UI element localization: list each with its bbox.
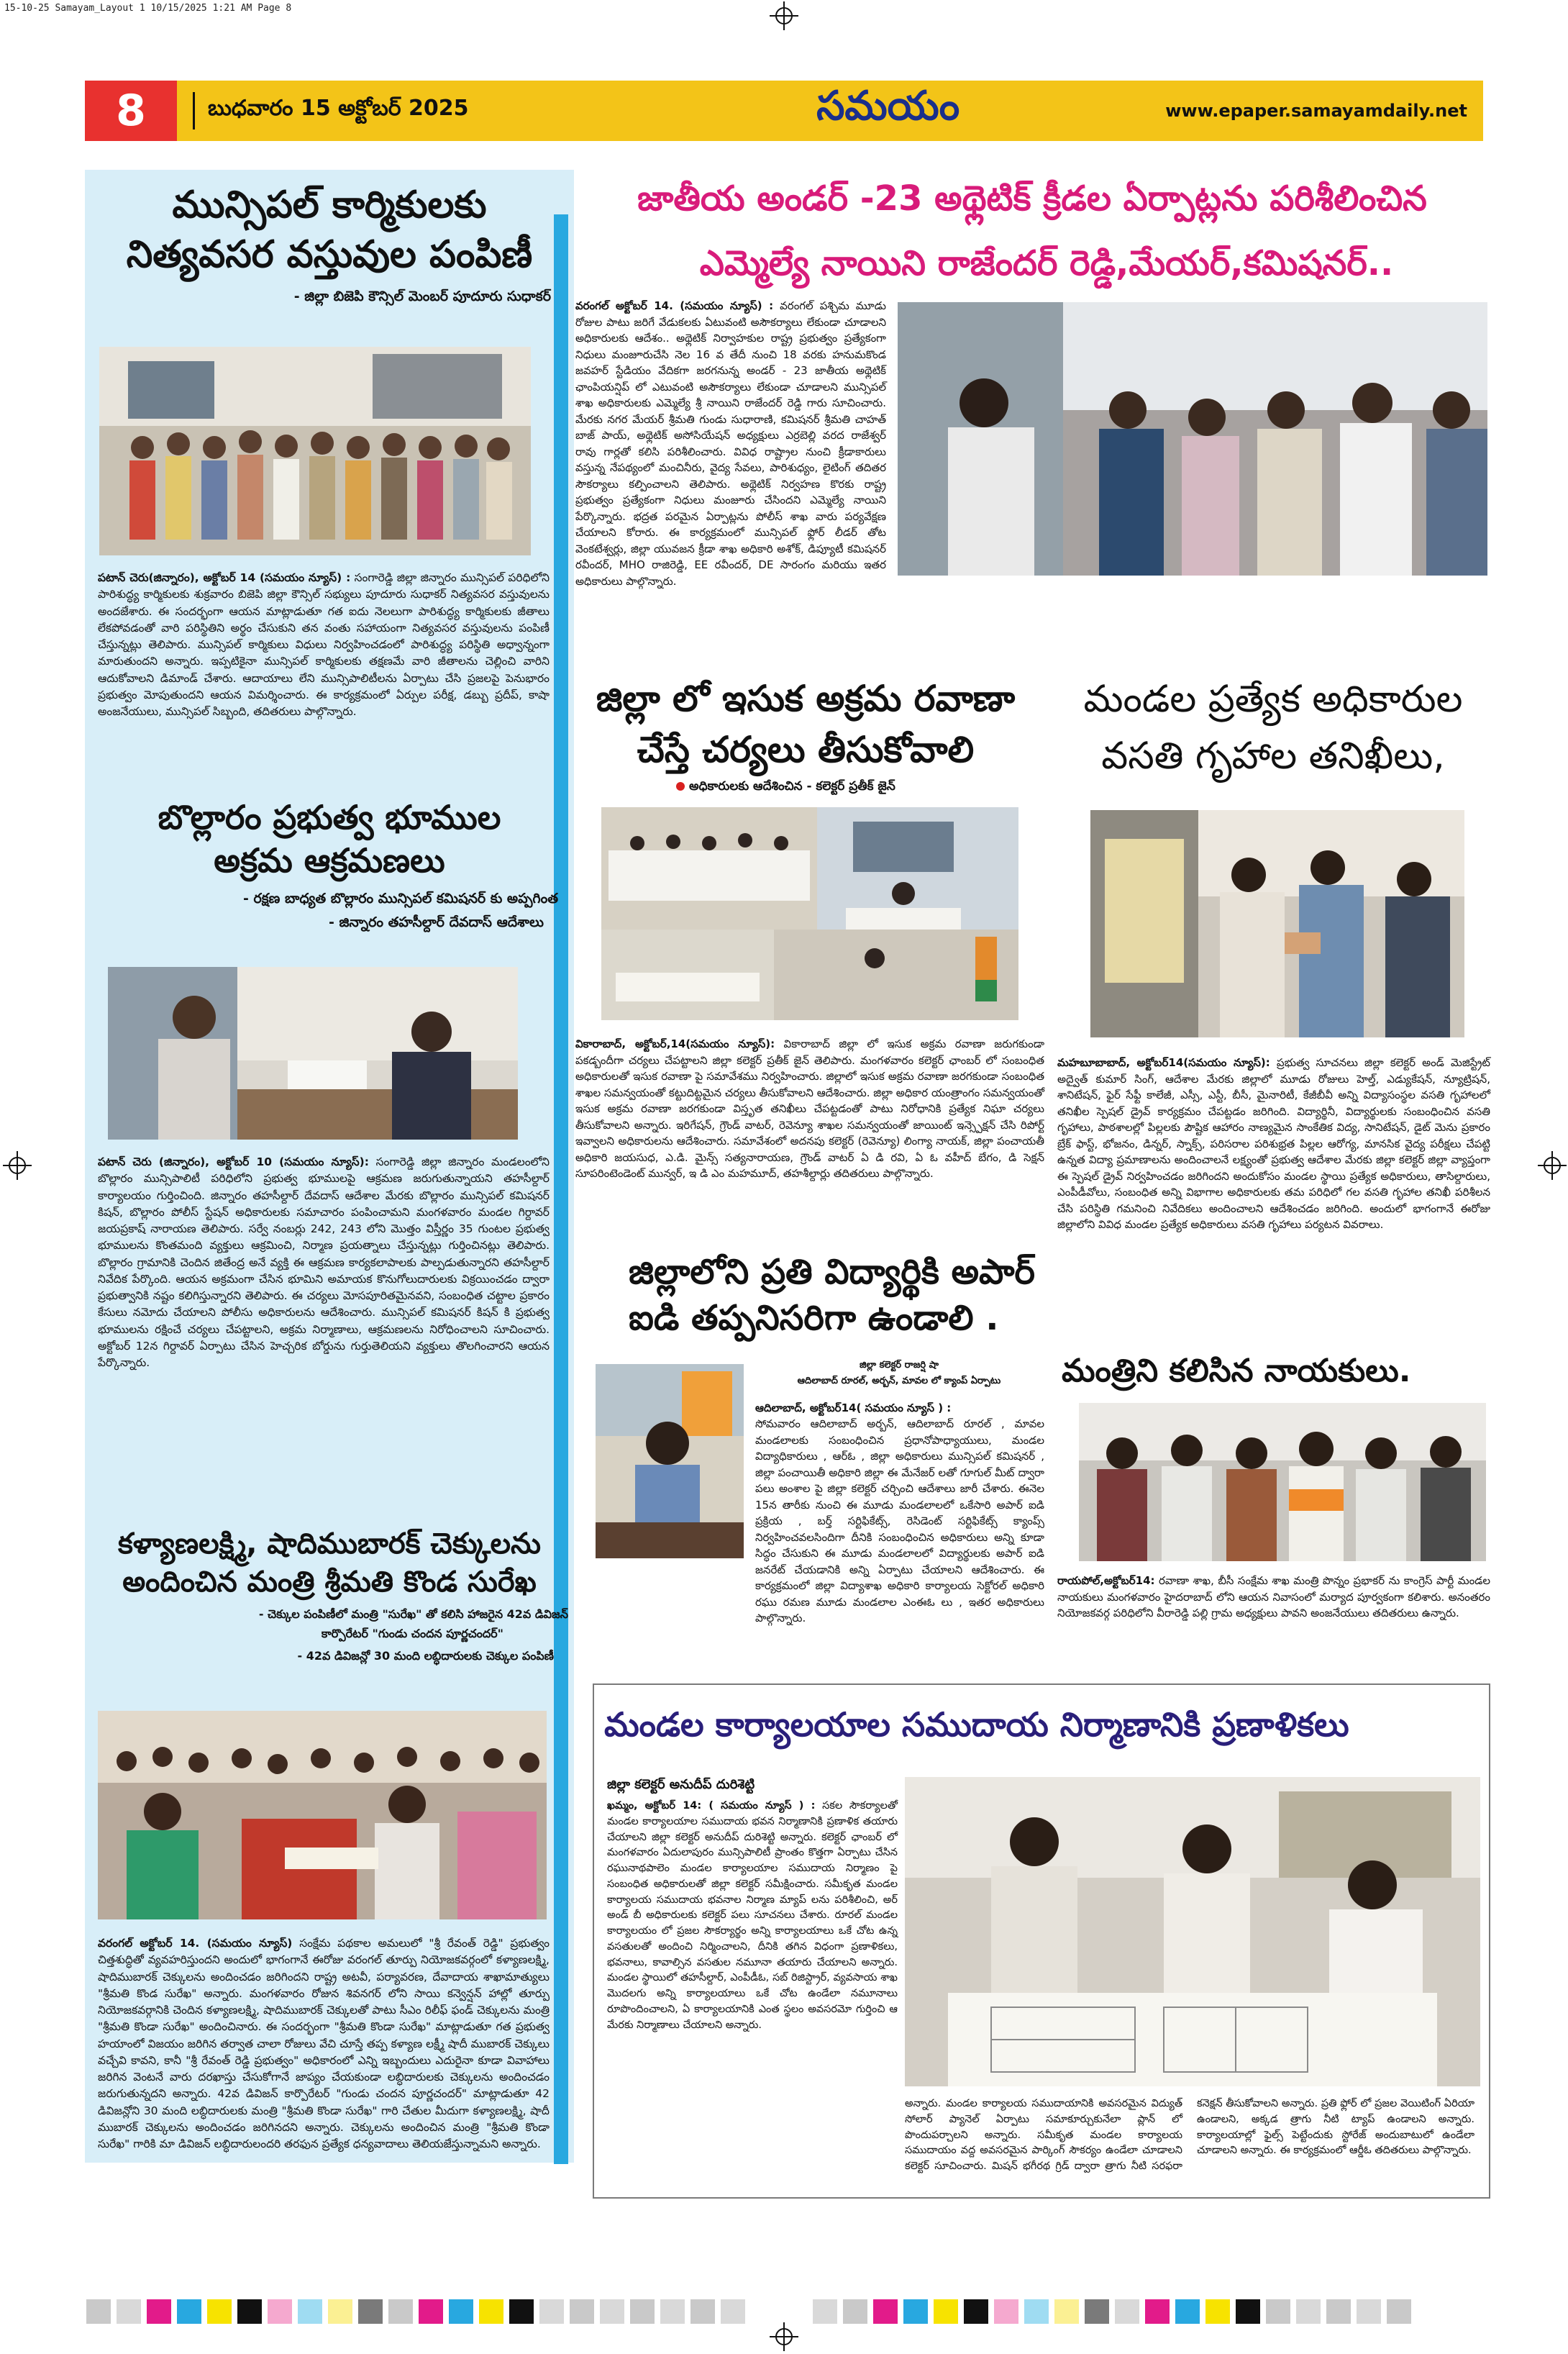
- article-kalyana-lakshmi: [91, 1527, 568, 1665]
- article1-text: సంగారెడ్డి జిల్లా జిన్నారం మున్సిపల్ పరిధిలోని పారిశుద్ధ్య కార్మికులకు శుక్రవారం బిజెపి జిల్లా కౌన్సిల్ సభ్యులు పూదూరు సుధాకర్ నిత్యవసర వస్తువులను అందజేశారు. ఈ సందర్భంగా ఆయన మాట్లాడుతూ గత ఐదు నెలలుగా పారిశుద్ధ్య కార్మికులకు జీతాలు లేకపోవడంతో వారి పరిస్థితిని అర్థం చేసుకుని తన వంతు సహాయంగా నిత్యవసర వస్తువులను పంపిణీ చేస్తున్నట్లు తెలిపారు. మున్సిపల్ కార్మికులు విధులు నిర్వహించడంలో పారిశుద్ధ్య పరిస్థితి అధ్వాన్నంగా మారుతుందని అన్నారు. ఇప్పటికైనా మున్సిపల్ కార్మికులకు తక్షణమే వారి జీతాలను చెల్లించి వారిని ఆదుకోవాలని డిమాండ్ చేశారు. ఆదాయాలు లేని మున్సిపాలిటీలను ఏర్పాటు చేసి ప్రజలపై పెనుభారం ప్రభుత్వం మోపుతుందని ఆయన విమర్శించారు. ఈ కార్యక్రమంలో ఏర్పుల పరీక్ష, డబ్బు ప్రదీప్, కాషా అంజనేయులు, మున్సిపల్ సిబ్బంది, తదితరులు పాల్గొన్నారు.: [98, 571, 550, 718]
- headline-mandal-offices: మండల కార్యాలయాల సముదాయ నిర్మాణానికి ప్రణాళికలు: [604, 1705, 1349, 1744]
- swatch: [177, 2299, 201, 2324]
- article-hostel-inspections: [1057, 676, 1489, 780]
- headline-line1: బొల్లారం ప్రభుత్వ భూముల: [158, 798, 501, 837]
- swatch: [298, 2299, 322, 2324]
- swatch: [358, 2299, 383, 2324]
- article8-body: [1057, 1573, 1490, 1622]
- sub-heading-2: కార్పొరేటర్ "గుండు చందన పూర్ణచందర్": [321, 1626, 503, 1640]
- color-calibration-right: [813, 2299, 1417, 2324]
- article9-dateline: ఖమ్మం, అక్టోబర్ 14: ( సమయం న్యూస్ ) :: [607, 1800, 816, 1812]
- article2-body: [98, 1154, 550, 1371]
- headline-line2: నిత్యవసర వస్తువుల పంపిణీ: [126, 233, 533, 277]
- swatch: [1145, 2299, 1170, 2324]
- photo-workers-group: [99, 347, 531, 555]
- page-number: 8: [85, 81, 177, 141]
- swatch: [388, 2299, 413, 2324]
- article9-body-col2: [905, 2096, 1474, 2190]
- swatch: [964, 2299, 988, 2324]
- swatch: [207, 2299, 232, 2324]
- article5-body: [575, 1036, 1044, 1182]
- sub-heading-text: అధికారులకు ఆదేశించిన - కలెక్టర్ ప్రతీక్ జైన్: [689, 779, 895, 794]
- swatch: [509, 2299, 534, 2324]
- article-municipal-workers: [94, 183, 565, 308]
- article6-text: ప్రభుత్వ సూచనలు జిల్లా కలెక్టర్ అండ్ మెజిస్ట్రేట్ అద్వైత్ కుమార్ సింగ్, ఆదేశాల మేరకు జిల్లాలో మూడు రోజులు హెల్త్, ఎడ్యుకేషన్, న్యూట్రిషన్, శానిటేషన్, ఫైర్ సేఫ్టీ కాలేజీ, ఎస్సీ, ఎస్టీ, బీసీ, మైనారిటీ, కేజీబీవీ అన్ని విద్యాసంస్థల వసతి గృహాలలో తనిఖీల స్పెషల్ డ్రైవ్ కార్యక్రమం చేపట్టడం జరిగింది. విద్యార్థినీ, విద్యార్థులకు సంబంధించిన వసతి గృహాలు, పాఠశాలల్లో పిల్లలకు పౌష్టిక ఆహారం నాణ్యమైన సాంకేతిక విద్య, సానిటేషన్, డైట్ మెను ప్రకారం బ్రేక్ ఫాస్ట్, భోజనం, డిన్నర్, స్నాక్స్, పరిసరాల పరిశుభ్రత పిల్లల ఆరోగ్య, మానసిక వైద్య పరీక్షలు చేపట్టి ఉన్నత విద్యా ప్రమాణాలను అందించాలనే లక్ష్యంతో ప్రభుత్వ ఆదేశాల మేరకు జిల్లా కలెక్టర్ జిల్లా వ్యాప్తంగా ఈ స్పెషల్ డ్రైవ్ నిర్వహించడం జరిగిందని అందుకోసం మండల స్థాయి ప్రత్యేక అధికారులు, తాసిల్దారులు, ఎంపీడీవోలు, సంబంధిత అన్ని విభాగాల అధికారులకు తమ పరిధిలో గల వసతి గృహాల తనిఖీ పరిశీలన చేసి పరిస్థితి గమనించి నివేదికలు అందించాలని ఆదేశించడం జరిగింది. అందులో భాగంగానే ఈరోజు జిల్లాలోని వివిధ మండల ప్రత్యేక అధికారులు వసతి గృహాలు పర్యటన వివరాలు.: [1057, 1056, 1490, 1231]
- swatch: [994, 2299, 1018, 2324]
- headline-line1: కళ్యాణలక్ష్మి, షాదిముబారక్ చెక్కులను: [118, 1527, 541, 1560]
- swatch: [1266, 2299, 1290, 2324]
- headline-line1: మండల ప్రత్యేక అధికారుల: [1083, 678, 1463, 721]
- apaar-sub2: ఆదిలాబాద్ రూరల్, అర్బన్, మావల లో క్యాంప్ ఏర్పాటు: [797, 1376, 1001, 1386]
- article1-body: [98, 570, 550, 720]
- article5-dateline: వికారాబాద్, అక్టోబర్,14(సమయం న్యూస్):: [575, 1037, 775, 1050]
- swatch: [570, 2299, 594, 2324]
- article9-text-2: అన్నారు. మండల కార్యాలయ సముదాయానికి అవసరమైన విద్యుత్ సోలార్ ప్యానెల్ ఏర్పాటు సమాకూర్చుకునేలా ప్లాన్ లో పొందుపర్చాలని అన్నారు. సమీకృత మండల కార్యాలయ సముదాయం వద్ద అవసరమైన పార్కింగ్ సౌకర్యం ఉండేలా చూడాలని కలెక్టర్ సూచించారు. మిషన్ భగీరథ గ్రిడ్ ద్వారా త్రాగు నీటి సరఫరా కనెక్షన్ తీసుకోవాలని అన్నారు. ప్రతి ఫ్లోర్ లో ప్రజల వెయిటింగ్ ఏరియా ఉండాలని, అక్కడ త్రాగు నీటి ట్యాప్ ఉండాలని అన్నారు. కార్యాలయాల్లో ఫైల్స్ పెట్టేందుకు స్టోరేజ్ అందుబాటులో ఉండేలా చూడాలని అన్నారు. ఈ కార్యక్రమంలో ఆర్డీఓ తదితరులు పాల్గొన్నారు.: [905, 2098, 1474, 2172]
- color-calibration-left: [86, 2299, 751, 2324]
- masthead: [85, 81, 1483, 141]
- article5-text: వికారాబాద్ జిల్లా లో ఇసుక అక్రమ రవాణా జరుగకుండా పకడ్బందీగా చర్యలు చేపట్టాలని జిల్లా కలెక్టర్ ప్రతీక్ జైన్ తెలిపారు. మంగళవారం కలెక్టర్ ఛాంబర్ లో సంబంధిత అధికారులతో ఇసుక రవాణా పై సమావేశము నిర్వహించారు. జిల్లాలో ఇసుక అక్రమ రవాణా జరగకుండా సంబంధిత శాఖల సమన్వయంతో కట్టుదిట్టమైన చర్యలు తీసుకోవాలని ఆదేశించారు. జిల్లా అధికార యంత్రాంగం సమన్వయంతో ఇసుక అక్రమ రవాణా జరగకుండా విస్తృత తనిఖీలు చేపట్టడంతో పాటు నిరోధానికి ప్రత్యేక నిఘా చర్యలు తీసుకోవాలని అన్నారు. ఇరిగేషన్, గ్రౌండ్ వాటర్, రెవెన్యూ శాఖల సమన్వయంతో జాయింట్ ఇన్స్పెక్షన్ చేసి రిపోర్ట్ ఇవ్వాలని అధికారులను ఆదేశించారు. సమావేశంలో అదనపు కలెక్టర్ (రెవెన్యూ) లింగ్యా నాయక్, జిల్లా పంచాయతీ అధికారి జయసుధ, ఎ.డి. మైన్స్ సత్యనారాయణ, గ్రౌండ్ వాటర్ ఏ డి రవి, ఏ ఓ వహీద్ బేగం, డి సెక్షన్ సూపరింటెండెంట్ మున్వర్, ఇ డి ఎం మహమూద్, తహశీల్దార్లు తదితరులు పాల్గొన్నారు.: [575, 1037, 1044, 1180]
- article3-text: సంక్షేమ పథకాల అమలులో "శ్రీ రేవంత్ రెడ్డి" ప్రభుత్వం చిత్తశుద్ధితో వ్యవహరిస్తుందని అందులో భాగంగానే ఈరోజు వరంగల్ తూర్పు నియోజకవర్గంలో కళ్యాణలక్ష్మి, షాదిముబారక్ చెక్కులను అందించడం జరిగిందని రాష్ట్ర అటవీ, పర్యావరణ, దేవాదాయ శాఖామాత్యులు "శ్రీమతి కొండ సురేఖ" అన్నారు. మంగళవారం రోజున శివనగర్ లోని సాయి కన్వెన్షన్ హాల్లో తూర్పు నియోజకవర్గానికి చెందిన కళ్యాణలక్ష్మి, షాదిముబారక్ చెక్కులతో పాటు సీఎం రిలీఫ్ ఫండ్ చెక్కులను మంత్రి "శ్రీమతి కొండా సురేఖ" అందించినారు. ఈ సందర్భంగా "శ్రీమతి కొండా సురేఖ" మాట్లాడుతూ గత ప్రభుత్వ హయాంలో విజయం జరిగిన తర్వాత చాలా రోజులు వేచి చూస్తే తప్ప కళ్యాణ లక్ష్మీ షాదీ ముబారక్ చెక్కులు వచ్చేవి కావని, కానీ "శ్రీ రేవంత్ రెడ్డి ప్రభుత్వం" అధికారంలో ఎన్ని ఇబ్బందులు ఎదురైనా కూడా వివాహాలు జరిగిన వెంటనే వారు దరఖాస్తు చేసుకోగానే జాప్యం చేయకుండా లబ్ధిదారులకు చెక్కులను అందించడం జరుగుతున్నదని అన్నారు. 42వ డివిజన్ కార్పొరేటర్ "గుండు చందన పూర్ణచందర్" మాట్లాడుతూ 42 డివిజన్లోని 30 మంది లబ్ధిదారులకు మంత్రి "శ్రీమతి కొండా సురేఖ" గారి చేతుల మీదుగా కళ్యాణలక్ష్మి, షాదీ ముబారక్ చెక్కులను అందించడం జరిగినదని అన్నారు. చెక్కులను అందించిన మంత్రి "శ్రీమతి కొండా సురేఖ" గారికి మా డివిజన్ లబ్ధిదారులందరి తరఫున ప్రత్యేక ధన్యవాదాలు తెలియజేస్తున్నామని అన్నారు.: [98, 1937, 550, 2150]
- article2-dateline: పటాన్ చెరు (జిన్నారం), అక్టోబర్ 10 (సమయం న్యూస్):: [98, 1155, 369, 1168]
- article6-dateline: మహబూబాబాద్, అక్టోబర్14(సమయం న్యూస్):: [1057, 1056, 1270, 1069]
- swatch: [873, 2299, 898, 2324]
- headline-line2: వసతి గృహాల తనిఖీలు,: [1101, 735, 1445, 778]
- article7-body-top: [755, 1400, 1044, 1417]
- swatch: [1205, 2299, 1230, 2324]
- article-athletics-u23: [575, 178, 1489, 292]
- swatch: [237, 2299, 262, 2324]
- masthead-divider: [193, 92, 195, 129]
- issue-date: బుధవారం 15 అక్టోబర్ 2025: [208, 96, 469, 121]
- print-slug: 15-10-25 Samayam_Layout 1 10/15/2025 1:21 AM Page 8: [4, 3, 292, 14]
- swatch: [539, 2299, 564, 2324]
- article6-body: [1057, 1055, 1490, 1233]
- article7-body: [755, 1416, 1044, 1624]
- registration-mark-bottom: [770, 2322, 798, 2351]
- swatch: [600, 2299, 624, 2324]
- headline-line2: చేస్తే చర్యలు తీసుకోవాలి: [637, 728, 975, 771]
- article3-dateline: వరంగల్ అక్టోబర్ 14. (సమయం న్యూస్): [98, 1937, 293, 1950]
- swatch: [721, 2299, 745, 2324]
- headline-line1: జాతీయ అండర్ -23 అథ్లెటిక్ క్రీడల ఏర్పాట్లను పరిశీలించిన: [637, 178, 1427, 219]
- headline-line2: ఎమ్మెల్యే నాయిని రాజేందర్ రెడ్డి,మేయర్,కమిషనర్..: [699, 243, 1394, 283]
- article1-dateline: పటాన్ చెరు(జిన్నారం), అక్టోబర్ 14 (సమయం న్యూస్) :: [98, 571, 351, 584]
- headline-line1: జిల్లాలోని ప్రతి విద్యార్థికి అపార్: [629, 1252, 1035, 1292]
- swatch: [660, 2299, 685, 2324]
- apaar-sub1: జిల్లా కలెక్టర్ రాజర్షి షా: [860, 1360, 939, 1371]
- swatch: [268, 2299, 292, 2324]
- photo-collector-desk: [596, 1364, 744, 1558]
- swatch: [1357, 2299, 1381, 2324]
- byline: - జిల్లా బిజెపి కౌన్సిల్ మెంబర్ పూదూరు సుధాకర్: [293, 288, 551, 304]
- sub-heading-3: - 42వ డివిజన్లో 30 మంది లబ్ధిదారులకు చెక్కుల పంపిణీ: [297, 1648, 554, 1663]
- swatch: [1387, 2299, 1411, 2324]
- photo-collector-reviewing-plans: [905, 1777, 1480, 2086]
- article-bollaram-lands: [94, 797, 565, 934]
- registration-mark-top: [770, 1, 798, 30]
- swatch: [147, 2299, 171, 2324]
- swatch: [117, 2299, 141, 2324]
- photo-minister-meeting: [1079, 1403, 1486, 1561]
- swatch: [1175, 2299, 1200, 2324]
- column-rule: [554, 214, 568, 2164]
- article8-text: రవాణా శాఖ, బీసీ సంక్షేమ శాఖ మంత్రి పొన్నం ప్రభాకర్ ను కాంగ్రెస్ పార్టీ మండల నాయకులు మంగళవారం హైదరాబాద్ లోని ఆయన నివాసంలో మర్యాద పూర్వకంగా కలిశారు. అనంతరం నియోజకవర్గ పరిధిలోని వీరారెడ్డి పల్లి గ్రామ అధ్యక్షులు పావని అంజనేయులు తదితరులు ఉన్నారు.: [1057, 1574, 1490, 1619]
- registration-mark-right: [1538, 1151, 1567, 1180]
- headline-line2: అందించిన మంత్రి శ్రీమతి కొండ సురేఖ: [122, 1565, 537, 1599]
- article4-text: వరంగల్ పశ్చిమ మూడు రోజుల పాటు జరిగే వేడుకలకు ఏటువంటి అసౌకర్యాలు లేకుండా చూడాలని అధికారులకు ఆదేశం.. అథ్లెటిక్ నిర్వాహకుల రాష్ట్ర ప్రభుత్వం ప్రత్యేకంగా నిధులు మంజూరుచేసి నెల 16 వ తేదీ నుంచి 18 వరకు హనుమకొండ జవహర్ స్టేడియం వేదికగా జరగనున్న అండర్ - 23 జాతీయ అథ్లెటిక్ ఛాంపియన్షిప్ లో ఎటువంటి అసౌకర్యాలు లేకుండా చూడాలని మున్సిపల్ శాఖ అధికారులకు ఎమ్మెల్యే శ్రీ నాయిని రాజేందర్ రెడ్డి గారు సూచించారు. మేరకు నగర మేయర్ శ్రీమతి గుండు సుధారాణి, కమిషనర్ శ్రీమతి చాహత్ బాజ్ పాయ్, అథ్లెటిక్ అసోసియేషన్ అధ్యక్షులు ఎర్రబెల్లి వరద రాజేశ్వర్ రావు గార్లతో కలిసి పరిశీలించారు. వివిధ రాష్ట్రాల నుంచి క్రీడాకారులు వస్తున్న నేపథ్యంలో మంచినీరు, వైద్య సేవలు, పారిశుధ్యం, లైటింగ్ తదితర సౌకర్యాలు కల్పించాలని తెలిపారు. అథ్లెటిక్ నిర్వహణ కొరకు రాష్ట్ర ప్రభుత్వం ప్రత్యేకంగా నిధులు మంజూరు చేసిందని ఎమ్మెల్యే నాయిని పేర్కొన్నారు. భద్రత పరమైన ఏర్పాట్లను పోలీస్ శాఖ వారు పర్యవేక్షణ చేయాలని కోరారు. ఈ కార్యక్రమంలో మున్సిపల్ ఫ్లోర్ లీడర్ తోట వెంకటేశ్వర్లు, జిల్లా యువజన క్రీడా శాఖ అధికారి అశోక్, డిప్యూటీ కమిషనర్ రవీందర్, MHO రాజిరెడ్డి, EE రవీందర్, DE సారంగం మరియు ఇతర అధికారులు పాల్గొన్నారు.: [575, 299, 886, 588]
- headline-minister-meeting: మంత్రిని కలిసిన నాయకులు.: [1062, 1353, 1411, 1389]
- photo-collector-meeting: [601, 807, 1018, 1020]
- article8-dateline: రాయపోల్,అక్టోబర్14:: [1057, 1574, 1155, 1587]
- article9-body-col1: [607, 1799, 898, 2190]
- swatch: [813, 2299, 837, 2324]
- swatch: [690, 2299, 715, 2324]
- swatch: [419, 2299, 443, 2324]
- article4-dateline: వరంగల్ అక్టోబర్ 14. (సమయం న్యూస్) :: [575, 299, 774, 312]
- swatch: [1296, 2299, 1321, 2324]
- swatch: [479, 2299, 503, 2324]
- photo-stadium-inspection: [898, 302, 1487, 576]
- swatch: [1085, 2299, 1109, 2324]
- photo-hostel-kitchen: [1090, 810, 1464, 1037]
- swatch: [1326, 2299, 1351, 2324]
- swatch: [449, 2299, 473, 2324]
- registration-mark-left: [3, 1151, 32, 1180]
- headline-line2: ఐడి తప్పనిసరిగా ఉండాలి .: [629, 1298, 999, 1338]
- sub-heading-1: - రక్షణ బాధ్యత బొల్లారం మున్సిపల్ కమిషనర్ కు అప్పగింత: [243, 891, 558, 907]
- epaper-url[interactable]: www.epaper.samayamdaily.net: [1165, 101, 1483, 121]
- headline-line1: మున్సిపల్ కార్మికులకు: [172, 183, 487, 227]
- article-sand-smuggling: [575, 676, 1036, 796]
- article-apaar-id: [583, 1250, 1043, 1340]
- article9-text-1: సకల సౌకర్యాలతో మండల కార్యాలయాల సముదాయ భవన నిర్మాణానికి ప్రణాళిక తయారు చేయాలని జిల్లా కలెక్టర్ అనుదీప్ దురిశెట్టి అన్నారు. కలెక్టర్ ఛాంబర్ లో మంగళవారం ఏదులాపురం మున్సిపాలిటీ ప్రాంతం కొత్తగా ఏర్పాటు చేసిన రఘునాథపాలెం మండల కార్యాలయాల సముదాయ నిర్మాణం పై సంబంధిత అధికారులతో జిల్లా కలెక్టర్ సమీక్షించారు. సమీకృత మండల కార్యాలయ సముదాయ భవనాల నిర్మాణ మ్యాప్ లను పరిశీలించి, అర్ అండ్ బీ అధికారులకు కలెక్టర్ పలు సూచనలు చేశారు. రూరల్ మండల కార్యాలయం లో ప్రజల సౌకర్యార్థం అన్ని కార్యాలయాలు ఒకే చోట ఉన్న వసతులతో అందించి నిర్మించాలని, దీనికి తగిన విధంగా ప్రణాళికలు, భవనాలు, కావాల్సిన వసతుల నమూనా తయారు చేయాలని అన్నారు. మండల స్థాయిలో తహసీల్దార్, ఎంపీడీఓ, సబ్ రిజిస్ట్రార్, వ్యవసాయ శాఖ మొదలగు అన్ని కార్యాలయాలు ఒకే చోట ఉండేలా నమూనాలు రూపొందించాలని, ఏ కార్యాలయానికి ఎంత స్థలం అవసరమో గుర్తించి ఆ మేరకు నిర్మాణాలు చేయాలని అన్నారు.: [607, 1800, 898, 2031]
- mandal-offices-sub: జిల్లా కలెక్టర్ అనుదీప్ దురిశెట్టి: [607, 1777, 755, 1792]
- headline-line2: అక్రమ ఆక్రమణలు: [214, 841, 445, 881]
- swatch: [86, 2299, 111, 2324]
- article3-body: [98, 1935, 550, 2153]
- photo-cheque-distribution: [98, 1711, 547, 1919]
- article2-text: సంగారెడ్డి జిల్లా జిన్నారం మండలంలోని బొల్లారం మున్సిపాలిటీ పరిధిలోని ప్రభుత్వ భూములపై ఆక్రమణ జరుగుతున్నాయని తహసీల్దార్ కార్యాలయం గుర్తించింది. జిన్నారం తహసీల్దార్ దేవదాస్ ఆదేశాల మేరకు బొల్లారం మున్సిపల్ కమిషనర్ కిషన్, బొల్లారం పోలీస్ స్టేషన్ అధికారులకు సమాచారం పంపించామని మంగళవారం మండల గిర్దావర్ జయప్రకాష్ నారాయణ తెలిపారు. సర్వే నంబర్లు 242, 243 లోని మొత్తం విస్తీర్ణం 35 గుంటల ప్రభుత్వ భూములను కొంతమంది వ్యక్తులు ఆక్రమించి, నిర్మాణ ప్రయత్నాలు చేస్తున్నట్లు గుర్తించినట్లు తెలిపారు. బొల్లారం గ్రామానికి చెందిన జితేంద్ర అనే వ్యక్తి ఈ ఆక్రమణ కార్యకలాపాలకు పాల్పడుతున్నారని తహసీల్దార్ నివేదిక పేర్కొంది. ఆయన అక్రమంగా చేసిన భూమిని అమాయక కొనుగోలుదారులకు విక్రయించడం ద్వారా ప్రభుత్వానికి నష్టం కలిగిస్తున్నారని తెలిపారు. ఈ చర్యలు మోసపూరితమైనవని, సంబంధిత చట్టాల ప్రకారం కేసులు నమోదు చేయాలని పోలీసు అధికారులను ఆదేశించారు. మున్సిపల్ కమిషనర్ కిషన్ కి ప్రభుత్వ భూములను రక్షించే చర్యలు చేపట్టాలని, అక్రమ నిర్మాణాలు, ఆక్రమణలను నిరోధించాలని సూచించారు. అక్టోబర్ 12న గిర్దావర్ ఏర్పాటు చేసిన హెచ్చరిక బోర్డును గుర్తుతెలియని వ్యక్తులు తొలగించారని ఆయన పేర్కొన్నారు.: [98, 1155, 550, 1369]
- sub-heading-2: - జిన్నారం తహసీల్దార్ దేవదాస్ ఆదేశాలు: [329, 914, 544, 931]
- bullet-dot: [676, 782, 685, 791]
- swatch: [1024, 2299, 1049, 2324]
- paper-title: సమయం: [816, 82, 960, 129]
- article4-body-col1: [575, 298, 886, 589]
- photo-tahsildar-office: [108, 967, 518, 1140]
- article7-text: సోమవారం ఆదిలాబాద్ అర్బన్, ఆదిలాబాద్ రూరల్ , మావల మండలాలకు సంబంధించిన ప్రధానోపాధ్యాయులు, మండల విద్యాధికారులు , ఆర్ఓ , జిల్లా అధికారులు మున్సిపల్ కమిషనర్ , జిల్లా పంచాయితీ అధికారి జిల్లా ఈ మేనేజర్ లతో గూగుల్ మీట్ ద్వారా పలు అంశాల పై జిల్లా కలెక్టర్ చర్చించి ఆదేశాలు జారీ చేశారు. ఈనెల 15న తారీకు నుంచి ఈ మూడు మండలాలలో ఒకేసారి అపార్ ఐడి ప్రక్రియ , బర్త్ సర్టిఫికేట్స్, రెసిడెంట్ సర్టిఫికేట్స్ క్యాంప్స్ నిర్వహించవలసిందిగా దీనికి సంబంధించిన అధికారులు అన్ని కూడా సిద్ధం చేసుకుని ఈ మూడు మండలాలలో విద్యార్థులకు అపార్ ఐడి జనరేట్ చేయడానికి అన్ని ఏర్పాటు చేయాలని ఆదేశించారు. ఈ కార్యక్రమంలో జిల్లా విద్యాశాఖ అధికారి కార్యాలయ సెక్టోరల్ అధికారి రఘు రమణ మూడు మండలాల ఎంఈఓ లు , ఇతర అధికారులు పాల్గొన్నారు.: [755, 1417, 1044, 1624]
- article7-dateline: ఆదిలాబాద్, అక్టోబర్14( సమయం న్యూస్ ) :: [755, 1401, 952, 1414]
- swatch: [1236, 2299, 1260, 2324]
- swatch: [903, 2299, 928, 2324]
- sub-heading: [575, 779, 1036, 796]
- swatch: [1115, 2299, 1139, 2324]
- headline-line1: జిల్లా లో ఇసుక అక్రమ రవాణా: [596, 678, 1016, 719]
- swatch: [328, 2299, 352, 2324]
- sub-heading-1: - చెక్కుల పంపిణీలో మంత్రి "సురేఖ" తో కలిసి హాజరైన 42వ డివిజన్: [258, 1607, 568, 1621]
- swatch: [630, 2299, 655, 2324]
- swatch: [843, 2299, 867, 2324]
- swatch: [1054, 2299, 1079, 2324]
- swatch: [934, 2299, 958, 2324]
